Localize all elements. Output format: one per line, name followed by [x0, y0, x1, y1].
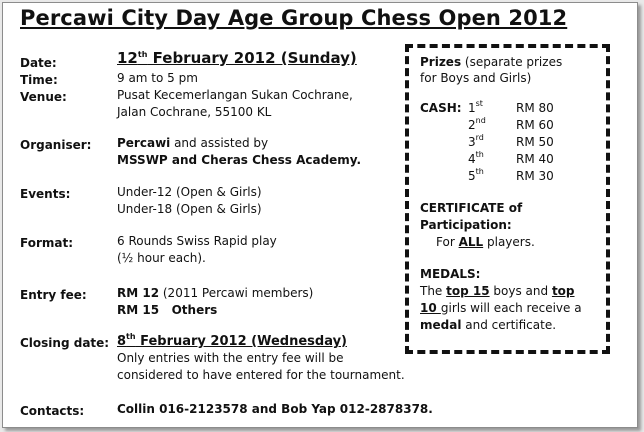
- date-value: 12th February 2012 (Sunday): [117, 49, 357, 67]
- medals-line-2: 10 girls will each receive a: [420, 301, 582, 315]
- cash-label: CASH:: [420, 101, 462, 115]
- events-label: Events:: [20, 187, 71, 201]
- time-label: Time:: [20, 73, 58, 87]
- events-line-1: Under-12 (Open & Girls): [117, 185, 262, 199]
- cash-amount: RM 80: [516, 101, 554, 115]
- format-line-1: 6 Rounds Swiss Rapid play: [117, 234, 277, 248]
- prizes-heading: Prizes (separate prizes: [420, 55, 563, 69]
- cash-amount: RM 50: [516, 135, 554, 149]
- cash-amount: RM 30: [516, 169, 554, 183]
- entry-fee-line-2: RM 15 Others: [117, 303, 218, 317]
- time-value: 9 am to 5 pm: [117, 71, 198, 85]
- cash-amount: RM 60: [516, 118, 554, 132]
- medals-heading: MEDALS:: [420, 267, 481, 281]
- closing-date-value: 8th February 2012 (Wednesday): [117, 332, 347, 349]
- cash-place: 1st: [468, 99, 483, 115]
- cash-place: 5th: [468, 167, 484, 183]
- cash-amount: RM 40: [516, 152, 554, 166]
- cash-place: 3rd: [468, 133, 484, 149]
- entry-fee-line-1: RM 12 (2011 Percawi members): [117, 286, 314, 300]
- medals-line-3: medal and certificate.: [420, 318, 557, 332]
- venue-line-2: Jalan Cochrane, 55100 KL: [117, 105, 272, 119]
- date-label: Date:: [20, 56, 57, 70]
- page-title: Percawi City Day Age Group Chess Open 2012: [20, 6, 568, 30]
- contacts-label: Contacts:: [20, 404, 85, 418]
- medals-line-1: The top 15 boys and top: [420, 284, 575, 298]
- certificate-heading-2: Participation:: [420, 218, 512, 232]
- entry-fee-label: Entry fee:: [20, 288, 87, 302]
- venue-line-1: Pusat Kecemerlangan Sukan Cochrane,: [117, 88, 353, 102]
- cash-place: 4th: [468, 150, 484, 166]
- venue-label: Venue:: [20, 90, 67, 104]
- events-line-2: Under-18 (Open & Girls): [117, 202, 262, 216]
- organiser-label: Organiser:: [20, 138, 92, 152]
- prizes-heading-note: for Boys and Girls): [420, 71, 532, 85]
- format-label: Format:: [20, 236, 74, 250]
- cash-place: 2nd: [468, 116, 486, 132]
- organiser-line-1: Percawi and assisted by: [117, 136, 269, 150]
- contacts-value: Collin 016-2123578 and Bob Yap 012-2878378.: [117, 402, 433, 416]
- certificate-heading: CERTIFICATE of: [420, 201, 523, 215]
- closing-date-label: Closing date:: [20, 336, 110, 350]
- closing-note-line-2: considered to have entered for the tournament.: [117, 368, 405, 382]
- closing-note-line-1: Only entries with the entry fee will be: [117, 351, 344, 365]
- certificate-note: For ALL players.: [436, 235, 535, 249]
- organiser-line-2: MSSWP and Cheras Chess Academy.: [117, 153, 362, 167]
- format-line-2: (½ hour each).: [117, 251, 206, 265]
